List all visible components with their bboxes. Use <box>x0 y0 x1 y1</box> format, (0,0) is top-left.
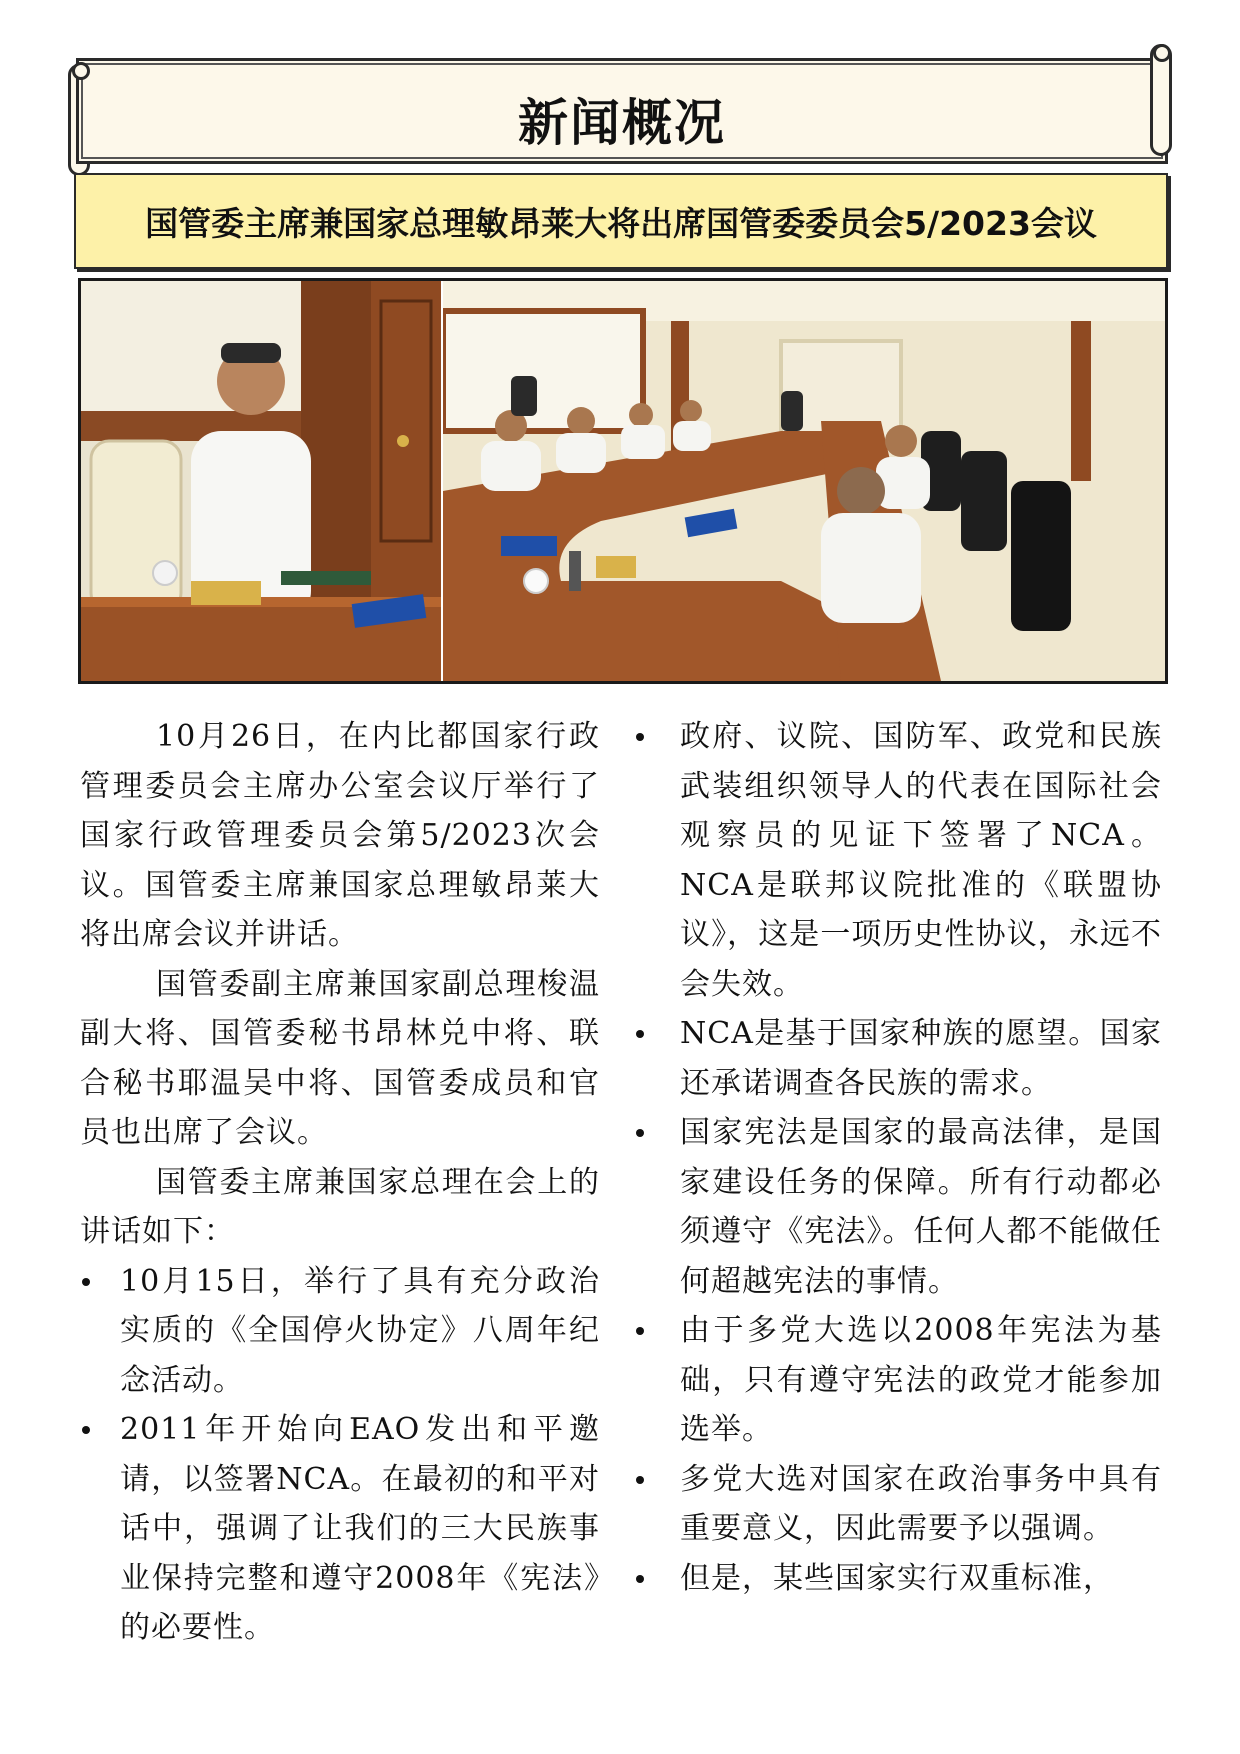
article-left-column <box>80 712 600 1653</box>
photo-left-panel <box>81 281 441 681</box>
bullet-item: 由于多党大选以2008年宪法为基础，只有遵守宪法的政党才能参加选举。 <box>634 1306 1162 1455</box>
bullet-list <box>80 1257 600 1653</box>
paragraph: 国管委主席兼国家总理在会上的讲话如下： <box>80 1164 600 1249</box>
meeting-photo <box>78 278 1168 684</box>
section-title: 新闻概况 <box>518 94 726 152</box>
paragraph: 国管委副主席兼国家副总理梭温副大将、国管委秘书昂林兑中将、联合秘书耶温吴中将、国管委成员和官员也出席了会议。 <box>80 966 600 1150</box>
bullet-item: 10月15日，举行了具有充分政治实质的《全国停火协定》八周年纪念活动。 <box>80 1257 600 1406</box>
article-right-column <box>634 712 1162 1603</box>
bullet-item: 2011年开始向EAO发出和平邀请，以签署NCA。在最初的和平对话中，强调了让我们的三大民族事业保持完整和遵守2008年《宪法》的必要性。 <box>80 1405 600 1653</box>
bullet-item: 多党大选对国家在政治事务中具有重要意义，因此需要予以强调。 <box>634 1455 1162 1554</box>
bullet-item: 政府、议院、国防军、政党和民族武装组织领导人的代表在国际社会观察员的见证下签署了NCA。NCA是联邦议院批准的《联盟协议》，这是一项历史性协议，永远不会失效。 <box>634 712 1162 1009</box>
section-banner <box>76 58 1168 164</box>
bullet-item: 但是，某些国家实行双重标准， <box>634 1554 1162 1604</box>
article-headline: 国管委主席兼国家总理敏昂莱大将出席国管委委员会5/2023会议 <box>145 203 1097 243</box>
scroll-curl-icon <box>1153 44 1171 62</box>
article-headline-box <box>74 173 1168 269</box>
paragraph: 10月26日，在内比都国家行政管理委员会主席办公室会议厅举行了国家行政管理委员会第5/2023次会议。国管委主席兼国家总理敏昂莱大将出席会议并讲话。 <box>80 719 600 952</box>
bullet-item: 国家宪法是国家的最高法律，是国家建设任务的保障。所有行动都必须遵守《宪法》。任何人都不能做任何超越宪法的事情。 <box>634 1108 1162 1306</box>
bullet-item: NCA是基于国家种族的愿望。国家还承诺调查各民族的需求。 <box>634 1009 1162 1108</box>
bullet-list <box>634 712 1162 1603</box>
meeting-photo-illustration <box>81 281 1165 681</box>
scroll-curl-icon <box>72 62 90 80</box>
photo-right-panel <box>443 281 1165 681</box>
